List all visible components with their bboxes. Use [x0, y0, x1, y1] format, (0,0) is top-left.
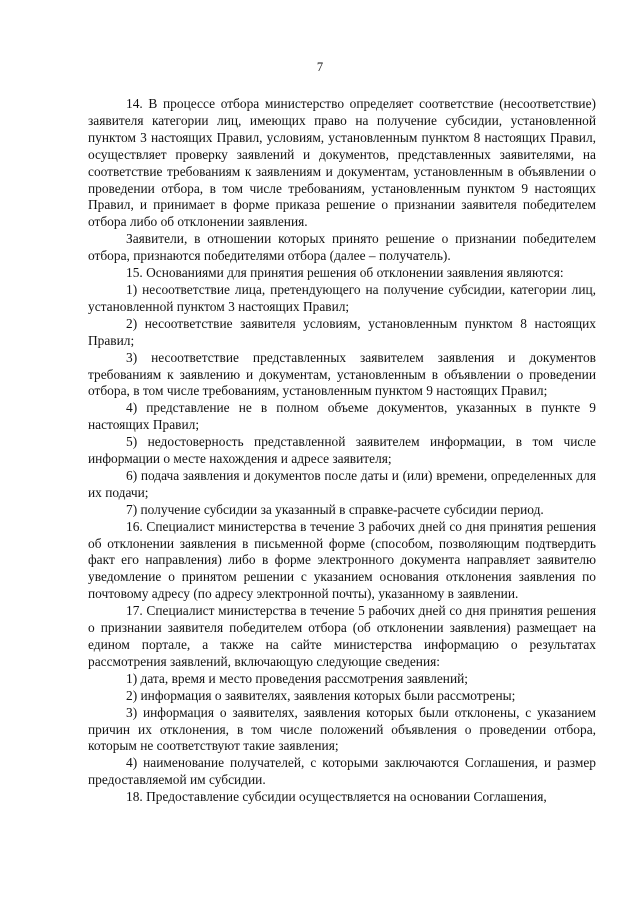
list-item-15-3: 3) несоответствие представленных заявителем заявления и документов требованиям к заявлению и документам, установленным в объявлении о проведении отбора, в том числе требованиям, установленным пунктом 9 настоящих Правил; — [88, 349, 596, 399]
list-item-15-1: 1) несоответствие лица, претендующего на получение субсидии, категории лиц, установленной пунктом 3 настоящих Правил; — [88, 281, 596, 314]
list-item-17-1: 1) дата, время и место проведения рассмотрения заявлений; — [126, 670, 468, 686]
list-item-15-6: 6) подача заявления и документов после даты и (или) времени, определенных для их подачи; — [88, 467, 596, 500]
list-item-17-4: 4) наименование получателей, с которыми заключаются Соглашения, и размер предоставляемой им субсидии. — [88, 755, 596, 788]
list-item-17-3: 3) информация о заявителях, заявления которых были отклонены, с указанием причин их отклонения, в том числе положений объявления о проведении отбора, которым не соответствуют такие заявления; — [88, 704, 596, 754]
list-item-15-7: 7) получение субсидии за указанный в справке-расчете субсидии период. — [126, 501, 544, 517]
list-item-15-5: 5) недостоверность представленной заявителем информации, в том числе информации о месте нахождения и адресе заявителя; — [88, 434, 596, 467]
list-item-15-4: 4) представление не в полном объеме документов, указанных в пункте 9 настоящих Правил; — [88, 400, 596, 433]
paragraph-winners: Заявители, в отношении которых принято решение о признании победителем отбора, признаются победителями отбора (далее – получатель). — [88, 231, 596, 264]
paragraph-16: 16. Специалист министерства в течение 3 рабочих дней со дня принятия решения об отклонении заявления в письменной форме (способом, позволяющим подтвердить факт его направления) либо в форме электронного документа направляет заявителю уведомление о принятом решении с указанием основания отклонения заявления по почтовому адресу (по адресу электронной почты), указанному в заявлении. — [88, 518, 596, 602]
list-item-15-2: 2) несоответствие заявителя условиям, установленным пунктом 8 настоящих Правил; — [88, 315, 596, 348]
list-item-17-2: 2) информация о заявителях, заявления которых были рассмотрены; — [126, 687, 516, 703]
document-body — [88, 96, 596, 806]
paragraph-14: 14. В процессе отбора министерство определяет соответствие (несоответствие) заявителя категории лиц, имеющих право на получение субсидии, установленной пунктом 3 настоящих Правил, условиям, установленным пунктом 8 настоящих Правил, осуществляет проверку заявлений и документов, представленных заявителями, на соответствие требованиям к заявлениям и документам, установленным в объявлении о проведении отбора, в том числе требованиям, установленным пунктом 9 настоящих Правил, и принимает в форме приказа решение о признании заявителя победителем отбора либо об отклонении заявления. — [88, 96, 596, 230]
paragraph-17: 17. Специалист министерства в течение 5 рабочих дней со дня принятия решения о признании заявителя победителем отбора (об отклонении заявления) размещает на едином портале, а также на сайте министерства информацию о результатах рассмотрения заявлений, включающую следующие сведения: — [88, 603, 596, 669]
paragraph-15: 15. Основаниями для принятия решения об отклонении заявления являются: — [126, 265, 564, 281]
page-number: 7 — [316, 60, 324, 74]
paragraph-18: 18. Предоставление субсидии осуществляется на основании Соглашения, — [126, 789, 547, 805]
